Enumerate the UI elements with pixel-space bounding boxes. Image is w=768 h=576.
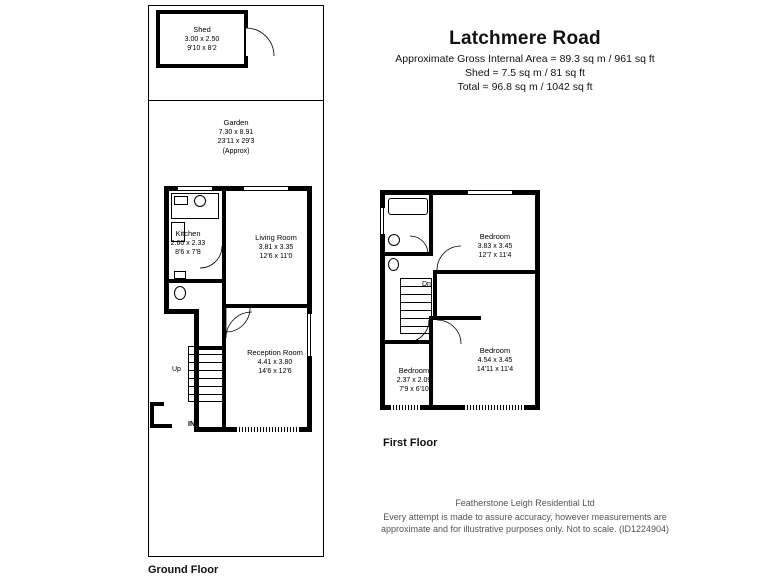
room-name: Bedroom: [398, 366, 430, 375]
room-name: Garden: [223, 118, 249, 127]
bathtub-icon: [388, 198, 428, 215]
area-line-total: Total = 96.8 sq m / 1042 sq ft: [457, 81, 593, 93]
wc-basin-icon: [174, 271, 186, 279]
shed-wall-bottom: [156, 64, 248, 68]
ff-wall-top: [380, 190, 540, 195]
bathroom-basin-icon: [388, 234, 400, 246]
stair-tread: [188, 394, 224, 395]
room-name: Reception Room: [247, 348, 303, 357]
room-dim-imperial: 9'10 x 8'2: [187, 45, 217, 52]
room-label-bedroom-2: [452, 346, 538, 375]
footer-disclaimer: [330, 511, 720, 535]
room-label-bedroom-1: [452, 232, 538, 261]
garden-divider: [148, 100, 324, 101]
stair-tread: [400, 310, 432, 311]
stair-tread: [188, 386, 224, 387]
gf-staircase: [188, 346, 224, 402]
stair-tread: [188, 362, 224, 363]
room-dim-imperial: 23'11 x 29'3: [217, 138, 255, 145]
ground-floor-house: [164, 186, 312, 432]
ff-door-swing-bed2-icon: [437, 320, 463, 346]
room-dim-metric: 3.81 x 3.35: [258, 243, 294, 251]
disclaimer-line-2: approximate and for illustrative purposes only. Not to scale. (ID1224904): [381, 524, 669, 534]
room-name: Shed: [193, 25, 211, 34]
room-label-garden: [186, 118, 286, 156]
room-dim-imperial: 7'9 x 6'10: [399, 386, 429, 393]
room-name: Bedroom: [479, 232, 511, 241]
kitchen-sink: [174, 196, 188, 205]
room-label-kitchen: [150, 229, 226, 258]
ff-door-swing-bath-icon: [410, 236, 428, 254]
ground-floor-label: Ground Floor: [148, 564, 219, 576]
gf-window-kitchen: [178, 186, 212, 191]
gf-porch-wall-3: [150, 424, 172, 428]
marker-up: Up: [172, 366, 181, 373]
room-dim-imperial: 12'7 x 11'4: [478, 252, 512, 259]
room-dim-metric: 4.54 x 3.45: [477, 356, 513, 364]
room-label-reception: [220, 348, 330, 377]
disclaimer-line-1: Every attempt is made to assure accuracy, however measurements are: [383, 512, 667, 522]
room-dim-metric: 3.83 x 3.45: [477, 242, 513, 250]
stair-tread: [400, 318, 432, 319]
marker-down: Dn: [422, 281, 431, 288]
gf-window-living: [244, 186, 288, 191]
gf-door-swing-reception-icon: [226, 312, 254, 340]
ground-floor-plan: [0, 0, 340, 576]
area-line-gross: Approximate Gross Internal Area = 89.3 sq m / 961 sq ft: [395, 53, 655, 65]
first-floor-label: First Floor: [383, 437, 438, 449]
room-label-bedroom-3: [378, 366, 450, 395]
wc-toilet-icon: [174, 286, 186, 300]
ff-window-bed3: [390, 405, 420, 410]
room-dim-imperial: 12'6 x 11'0: [259, 253, 293, 260]
area-line-shed: Shed = 7.5 sq m / 81 sq ft: [465, 67, 585, 79]
footer-brand: Featherstone Leigh Residential Ltd: [455, 498, 595, 508]
room-name: Kitchen: [175, 229, 201, 238]
room-dim-metric: 2.60 x 2.33: [170, 239, 206, 247]
shed-wall-top: [156, 10, 248, 14]
stair-tread: [188, 378, 224, 379]
room-dim-metric: 3.00 x 2.50: [184, 35, 220, 43]
room-dim-metric: 7.30 x 8.91: [218, 128, 254, 136]
ff-window-bed2: [464, 405, 524, 410]
room-label-shed: [152, 25, 252, 54]
marker-in: IN: [188, 421, 195, 428]
bathroom-toilet-icon: [388, 258, 399, 271]
ff-wall-right: [535, 190, 540, 410]
ff-door-swing-bed3-icon: [407, 320, 429, 342]
ff-partition-landing-right: [433, 274, 437, 316]
room-dim-metric: 2.37 x 2.09: [396, 376, 432, 384]
room-note: (Approx): [222, 147, 250, 155]
room-dim-imperial: 14'11 x 11'4: [476, 366, 514, 373]
stair-tread: [188, 354, 224, 355]
room-dim-metric: 4.41 x 3.80: [257, 358, 293, 366]
ff-partition-bath-right: [429, 195, 433, 256]
stair-tread: [400, 294, 432, 295]
stair-tread: [188, 370, 224, 371]
stair-tread: [400, 302, 432, 303]
room-dim-imperial: 14'6 x 12'6: [258, 368, 292, 375]
room-dim-imperial: 8'6 x 7'8: [175, 249, 201, 256]
page-title: Latchmere Road: [449, 28, 601, 49]
ff-window-bed1: [468, 190, 512, 195]
room-name: Bedroom: [479, 346, 511, 355]
ff-window-bath: [380, 208, 385, 234]
gf-partition-kitchen-hall: [169, 279, 226, 283]
room-label-living: [233, 233, 319, 262]
room-name: Living Room: [255, 233, 297, 242]
area-summary: [345, 52, 705, 94]
gf-window-reception-bay: [236, 427, 300, 432]
kitchen-hob-icon: [194, 195, 206, 207]
gf-wall-left-step: [164, 309, 199, 314]
